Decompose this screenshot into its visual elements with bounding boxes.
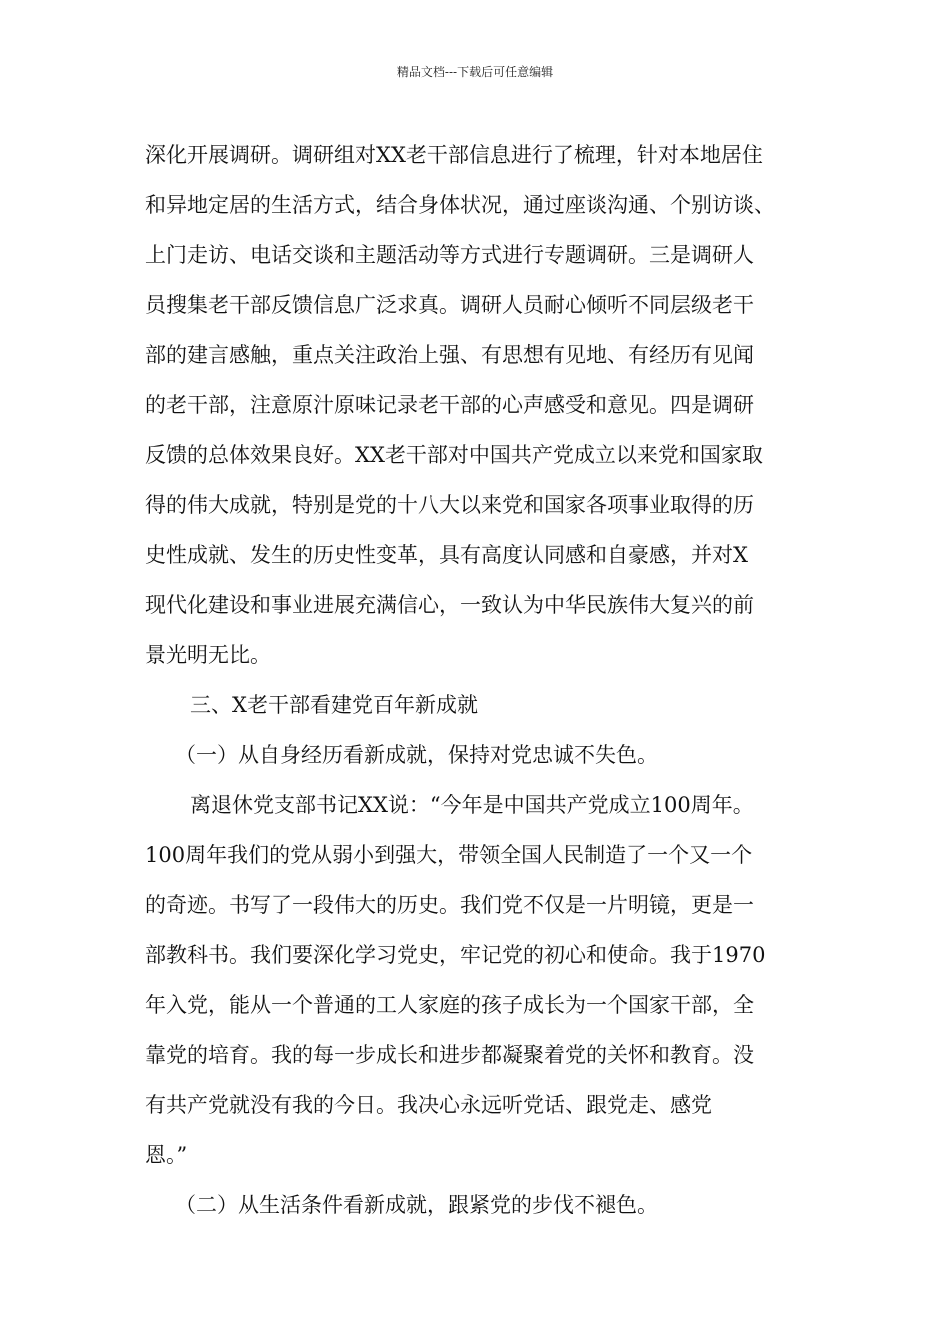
body-line: 的老干部，注意原汁原味记录老干部的心声感受和意见。四是调研	[145, 393, 754, 417]
body-line: 上门走访、电话交谈和主题活动等方式进行专题调研。三是调研人	[145, 243, 754, 267]
subsection-heading: （一）从自身经历看新成就，保持对党忠诚不失色。	[175, 743, 658, 767]
body-line: 靠党的培育。我的每一步成长和进步都凝聚着党的关怀和教育。没	[145, 1043, 754, 1067]
body-line: 得的伟大成就，特别是党的十八大以来党和国家各项事业取得的历	[145, 493, 754, 517]
document-body	[145, 130, 810, 1230]
body-line: 员搜集老干部反馈信息广泛求真。调研人员耐心倾听不同层级老干	[145, 293, 754, 317]
body-line: 100周年我们的党从弱小到强大，带领全国人民制造了一个又一个	[145, 843, 753, 867]
body-line: 反馈的总体效果良好。XX老干部对中国共产党成立以来党和国家取	[145, 443, 763, 467]
body-line: 部的建言感触，重点关注政治上强、有思想有见地、有经历有见闻	[145, 343, 754, 367]
body-line: 现代化建设和事业进展充满信心，一致认为中华民族伟大复兴的前	[145, 593, 754, 617]
body-line: 恩。”	[145, 1143, 188, 1167]
body-line: 部教科书。我们要深化学习党史，牢记党的初心和使命。我于1970	[145, 943, 766, 967]
page-header: 精品文档---下载后可任意编辑	[396, 65, 554, 79]
body-line: 和异地定居的生活方式，结合身体状况，通过座谈沟通、个别访谈、	[145, 193, 775, 217]
body-line: 离退休党支部书记XX说：“今年是中国共产党成立100周年。	[190, 793, 754, 817]
body-line: 年入党，能从一个普通的工人家庭的孩子成长为一个国家干部，全	[145, 993, 754, 1017]
body-line: 史性成就、发生的历史性变革，具有高度认同感和自豪感，并对X	[145, 543, 748, 567]
body-line: 的奇迹。书写了一段伟大的历史。我们党不仅是一片明镜，更是一	[145, 893, 754, 917]
subsection-heading: （二）从生活条件看新成就，跟紧党的步伐不褪色。	[175, 1193, 658, 1217]
section-heading: 三、X老干部看建党百年新成就	[190, 693, 478, 717]
body-line: 深化开展调研。调研组对XX老干部信息进行了梳理，针对本地居住	[145, 143, 763, 167]
body-line: 有共产党就没有我的今日。我决心永远听党话、跟党走、感党	[145, 1093, 712, 1117]
body-line: 景光明无比。	[145, 643, 271, 667]
